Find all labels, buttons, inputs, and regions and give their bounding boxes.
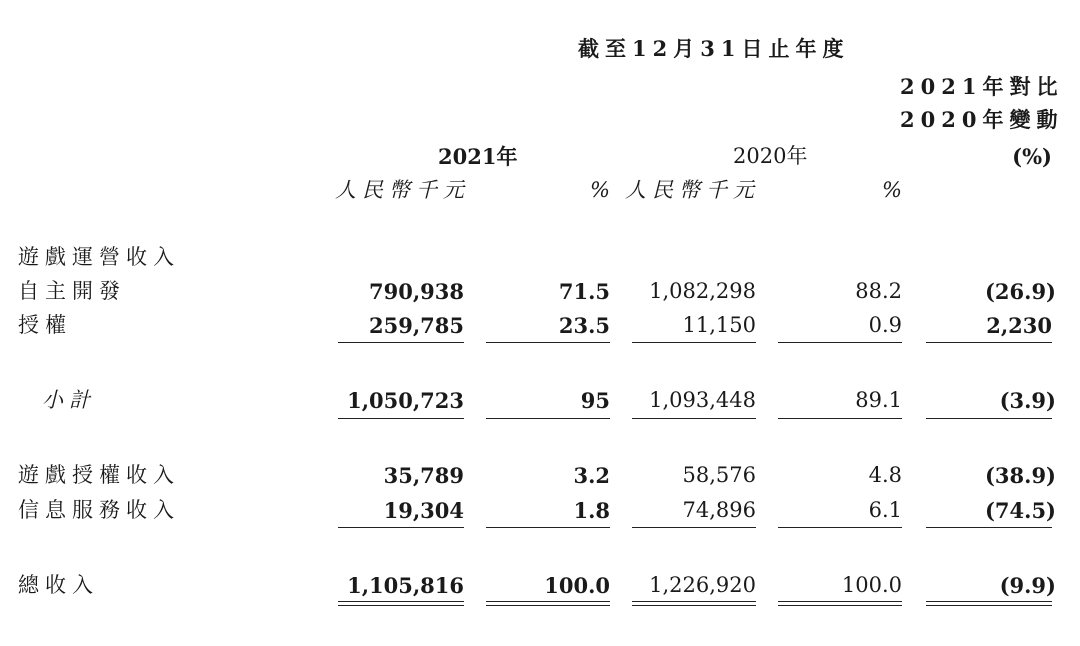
value-2021: 1,105,816 bbox=[347, 573, 464, 598]
underline bbox=[338, 418, 464, 419]
percent-2020: 89.1 bbox=[855, 388, 902, 412]
change-percent: (9.9) bbox=[999, 573, 1056, 598]
pct-2021-heading: % bbox=[590, 178, 610, 202]
change-percent: (26.9) bbox=[984, 279, 1056, 304]
underline bbox=[926, 527, 1052, 528]
percent-2021: 100.0 bbox=[544, 573, 610, 598]
underline bbox=[338, 342, 464, 343]
change-heading-line2: 2020年變動 bbox=[900, 107, 1064, 132]
double-underline bbox=[338, 601, 464, 606]
double-underline bbox=[926, 601, 1052, 606]
underline bbox=[338, 527, 464, 528]
value-2020: 11,150 bbox=[682, 313, 756, 337]
percent-2020: 4.8 bbox=[868, 463, 902, 487]
row-label: 自主開發 bbox=[18, 279, 126, 303]
value-2020: 1,093,448 bbox=[649, 388, 756, 412]
double-underline bbox=[778, 601, 902, 606]
section-title: 遊戲運營收入 bbox=[18, 245, 180, 269]
change-percent: 2,230 bbox=[986, 313, 1052, 338]
year-2021-heading: 2021年 bbox=[438, 144, 518, 169]
underline bbox=[926, 418, 1052, 419]
percent-2020: 88.2 bbox=[855, 279, 902, 303]
percent-2020: 6.1 bbox=[868, 498, 902, 522]
percent-2021: 95 bbox=[580, 388, 610, 413]
period-heading: 截至12月31日止年度 bbox=[578, 36, 850, 61]
value-2021: 19,304 bbox=[383, 498, 464, 523]
percent-2021: 71.5 bbox=[558, 279, 610, 304]
double-underline bbox=[632, 601, 756, 606]
row-label: 授權 bbox=[18, 313, 72, 337]
change-percent: (3.9) bbox=[999, 388, 1056, 413]
pct-2020-heading: % bbox=[882, 178, 902, 202]
value-2021: 790,938 bbox=[369, 279, 464, 304]
value-2020: 58,576 bbox=[682, 463, 756, 487]
change-percent: (74.5) bbox=[984, 498, 1056, 523]
value-2021: 259,785 bbox=[369, 313, 464, 338]
underline bbox=[926, 342, 1052, 343]
currency-2021: 人民幣千元 bbox=[335, 178, 470, 202]
row-label: 總收入 bbox=[18, 573, 99, 597]
percent-2021: 23.5 bbox=[558, 313, 610, 338]
underline bbox=[486, 418, 610, 419]
value-2021: 35,789 bbox=[383, 463, 464, 488]
change-unit: (%) bbox=[1012, 144, 1052, 169]
row-label: 遊戲授權收入 bbox=[18, 463, 180, 487]
underline bbox=[778, 342, 902, 343]
underline bbox=[486, 527, 610, 528]
row-label: 信息服務收入 bbox=[18, 498, 180, 522]
year-2020-heading: 2020年 bbox=[733, 144, 808, 168]
value-2020: 1,226,920 bbox=[649, 573, 756, 597]
underline bbox=[778, 418, 902, 419]
currency-2020: 人民幣千元 bbox=[625, 178, 760, 202]
value-2020: 1,082,298 bbox=[649, 279, 756, 303]
underline bbox=[632, 418, 756, 419]
change-heading-line1: 2021年對比 bbox=[900, 74, 1064, 99]
underline bbox=[632, 527, 756, 528]
underline bbox=[778, 527, 902, 528]
underline bbox=[486, 342, 610, 343]
double-underline bbox=[486, 601, 610, 606]
change-percent: (38.9) bbox=[984, 463, 1056, 488]
percent-2021: 3.2 bbox=[573, 463, 610, 488]
value-2021: 1,050,723 bbox=[347, 388, 464, 413]
value-2020: 74,896 bbox=[682, 498, 756, 522]
underline bbox=[632, 342, 756, 343]
percent-2021: 1.8 bbox=[573, 498, 610, 523]
percent-2020: 0.9 bbox=[868, 313, 902, 337]
row-label: 小計 bbox=[42, 388, 96, 412]
percent-2020: 100.0 bbox=[841, 573, 902, 597]
